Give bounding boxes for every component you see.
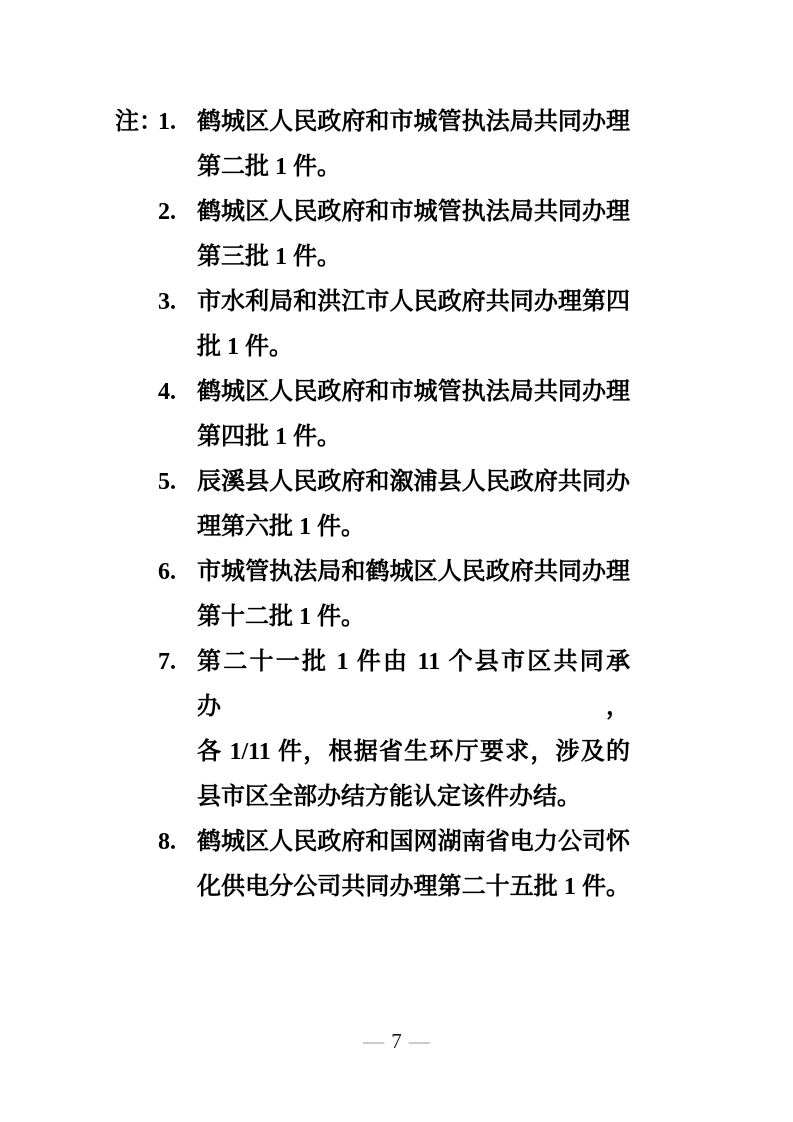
note-label: 注： (115, 109, 163, 135)
footer-dash-right: — (408, 1029, 430, 1053)
page-number: 7 (391, 1029, 402, 1053)
item-number: 3. (158, 289, 176, 315)
note-item-8 (158, 820, 630, 910)
item-line: 第二十一批 1 件由 11 个县市区共同承办， (197, 649, 630, 720)
item-number: 2. (158, 199, 176, 225)
item-line: 批 1 件。 (197, 334, 293, 360)
item-line: 各 1/11 件，根据省生环厅要求，涉及的 (197, 739, 630, 765)
item-number: 7. (158, 649, 176, 675)
item-lines (197, 280, 630, 370)
item-number: 6. (158, 559, 176, 585)
note-items (158, 100, 630, 910)
item-line: 化供电分公司共同办理第二十五批 1 件。 (197, 874, 630, 900)
item-line: 鹤城区人民政府和市城管执法局共同办理 (197, 379, 630, 405)
note-item-4 (158, 370, 630, 460)
note-item-1 (158, 100, 630, 190)
item-number: 8. (158, 829, 176, 855)
item-lines (197, 820, 630, 910)
item-line: 鹤城区人民政府和市城管执法局共同办理 (197, 109, 630, 135)
item-lines (197, 550, 630, 640)
item-line: 市城管执法局和鹤城区人民政府共同办理 (197, 559, 630, 585)
note-item-5 (158, 460, 630, 550)
item-number: 1. (158, 109, 176, 135)
note-item-3 (158, 280, 630, 370)
item-lines (197, 640, 630, 820)
item-lines (197, 370, 630, 460)
item-line: 市水利局和洪江市人民政府共同办理第四 (197, 289, 630, 315)
item-line: 鹤城区人民政府和市城管执法局共同办理 (197, 199, 630, 225)
item-lines (197, 100, 630, 190)
item-line: 第十二批 1 件。 (197, 604, 365, 630)
footer-dash-left: — (363, 1029, 385, 1053)
item-line: 鹤城区人民政府和国网湖南省电力公司怀 (197, 829, 630, 855)
note-item-2 (158, 190, 630, 280)
item-number: 4. (158, 379, 176, 405)
item-line: 县市区全部办结方能认定该件办结。 (197, 784, 581, 810)
item-line: 理第六批 1 件。 (197, 514, 365, 540)
item-lines (197, 190, 630, 280)
item-line: 第四批 1 件。 (197, 424, 341, 450)
item-line: 第三批 1 件。 (197, 244, 341, 270)
notes-block (115, 100, 630, 910)
note-item-7 (158, 640, 630, 820)
item-number: 5. (158, 469, 176, 495)
item-line: 辰溪县人民政府和溆浦县人民政府共同办 (197, 469, 630, 495)
item-lines (197, 460, 630, 550)
page-footer (0, 1026, 793, 1056)
note-item-6 (158, 550, 630, 640)
item-line: 第二批 1 件。 (197, 154, 341, 180)
